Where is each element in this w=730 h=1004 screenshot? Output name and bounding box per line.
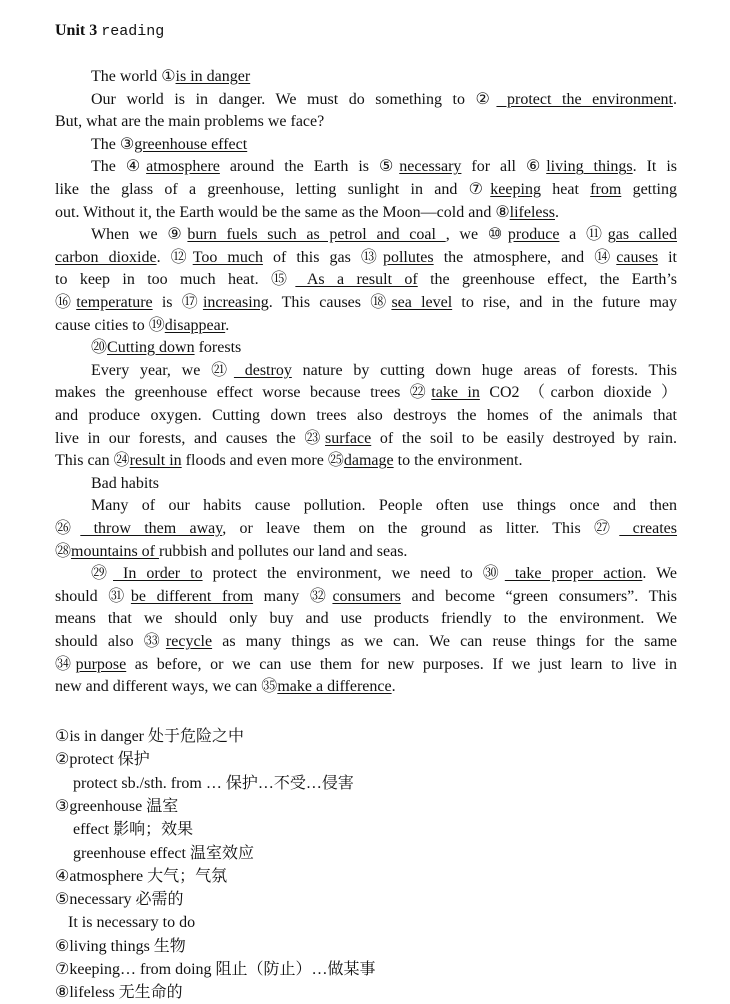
- passage-text: ㉕: [327, 452, 344, 470]
- passage-line: [55, 110, 677, 133]
- passage-text: Many of our habits cause pollution. People often use things once and then: [91, 497, 677, 515]
- key-phrase: be different from: [130, 587, 254, 605]
- passage-line: [55, 336, 677, 359]
- key-phrase: atmosphere: [146, 158, 220, 176]
- passage-text: . It is: [632, 158, 677, 176]
- passage-text: ⑯: [55, 294, 77, 311]
- passage-text: ㉗: [593, 520, 620, 537]
- passage-line: [55, 65, 677, 88]
- passage-text: the atmosphere, and: [433, 248, 595, 266]
- passage-line: [55, 585, 677, 608]
- key-phrase: consumers: [332, 587, 401, 605]
- passage-text: means that we should only buy and use products friendly to the environment. We: [55, 610, 677, 628]
- passage-text: , we: [445, 226, 488, 244]
- passage-line: [55, 427, 677, 450]
- key-phrase: burn fuels such as petrol and coal: [187, 226, 446, 244]
- passage-text: as many things as we can. We can reuse things for the same: [212, 633, 677, 650]
- passage-text: ㉟: [261, 678, 278, 696]
- passage-text: should: [55, 587, 109, 605]
- passage-text: and become “green consumers”. This: [400, 587, 677, 605]
- passage-text: ㉞: [55, 655, 76, 673]
- passage-text: ㉘: [55, 542, 72, 560]
- title-unit: Unit 3: [55, 22, 98, 39]
- passage-text: .: [391, 678, 396, 696]
- passage-text: ㉔: [113, 452, 130, 470]
- passage-text: ㉜: [309, 587, 333, 605]
- passage-text: ㉑: [211, 361, 234, 379]
- passage-text: around the Earth is: [219, 158, 379, 176]
- key-phrase: necessary: [399, 158, 462, 176]
- key-phrase: take in: [431, 384, 480, 402]
- passage-text: .: [156, 248, 171, 266]
- passage-text: live in our forests, and causes the: [55, 429, 305, 447]
- passage-text: ⑬: [360, 248, 383, 266]
- passage-text: ⑪: [586, 226, 608, 244]
- key-phrase: temperature: [76, 294, 153, 311]
- glossary-entry: protect sb./sth. from … 保护…不受…侵害: [73, 774, 354, 792]
- passage-text: ⑥: [525, 158, 547, 176]
- passage-text: makes the greenhouse effect worse because trees: [55, 384, 410, 402]
- key-phrase: make a difference: [277, 678, 392, 696]
- key-phrase: sea level: [391, 294, 453, 311]
- glossary-entry: ⑧lifeless 无生命的: [55, 984, 183, 1002]
- key-phrase: keeping: [490, 181, 541, 198]
- glossary-entry: greenhouse effect 温室效应: [73, 844, 254, 862]
- key-phrase: throw them away: [80, 520, 223, 537]
- passage-text: ⑮: [270, 271, 296, 289]
- passage-line: [55, 540, 677, 563]
- glossary-entry: It is necessary to do: [68, 914, 196, 932]
- passage-text: Our world is in danger. We must do something to: [91, 90, 476, 108]
- key-phrase: creates: [619, 520, 677, 537]
- page-title: [55, 22, 164, 40]
- passage-text: ⑲: [148, 316, 165, 334]
- passage-line: [55, 314, 677, 337]
- passage-text: ㉛: [108, 587, 131, 605]
- passage-line: [55, 155, 677, 178]
- passage-text: getting: [621, 181, 677, 198]
- key-phrase: lifeless: [509, 203, 555, 221]
- passage-text: to rise, and in the future may: [452, 294, 677, 311]
- key-phrase: increasing: [202, 294, 269, 311]
- passage-text: The: [91, 135, 120, 153]
- key-phrase: carbon dioxide: [55, 248, 157, 266]
- passage-line: [55, 88, 677, 111]
- passage-text: When we: [91, 226, 168, 244]
- passage-text: But, what are the main problems we face?: [55, 113, 325, 131]
- key-phrase: gas called: [607, 226, 677, 244]
- passage-text: to the environment.: [393, 452, 523, 470]
- passage-text: and produce oxygen. Cutting down trees also destroys the homes of the animals that: [55, 407, 677, 424]
- passage-line: [55, 268, 677, 291]
- passage-text: ②: [475, 90, 497, 108]
- passage-line: [55, 246, 677, 269]
- passage-text: ⑤: [378, 158, 400, 176]
- passage-text: of this gas: [262, 248, 361, 266]
- passage-text: ㉖: [55, 520, 81, 537]
- passage-text: ①: [161, 68, 176, 85]
- key-phrase: destroy: [233, 361, 292, 379]
- passage-line: [55, 223, 677, 246]
- passage-text: new and different ways, we can: [55, 678, 262, 696]
- passage-line: [55, 653, 677, 676]
- glossary-entry: ②protect 保护: [55, 751, 150, 769]
- passage-text: many: [253, 587, 310, 605]
- passage-text: ⑦: [468, 181, 491, 198]
- key-phrase: greenhouse effect: [134, 135, 248, 153]
- key-phrase: damage: [343, 452, 394, 470]
- passage-text: ㉝: [143, 633, 166, 650]
- passage-text: CO2 （carbon dioxide ）: [479, 384, 677, 402]
- passage-text: of the soil to be easily destroyed by rain.: [371, 429, 677, 447]
- passage-text: is: [152, 294, 182, 311]
- passage-text: ⑩: [487, 226, 508, 244]
- passage-text: , or leave them on the ground as litter. This: [222, 520, 594, 537]
- passage-text: ⑭: [594, 248, 617, 266]
- key-phrase: mountains of: [71, 542, 160, 560]
- passage-text: ㉒: [409, 384, 432, 402]
- passage-text: the greenhouse effect, the Earth’s: [417, 271, 677, 289]
- passage-text: . This causes: [268, 294, 371, 311]
- key-phrase: take proper action: [504, 565, 643, 583]
- passage-line: [55, 562, 677, 585]
- glossary-entry: ③greenhouse 温室: [55, 797, 179, 815]
- key-phrase: living things: [546, 158, 633, 176]
- title-reading: reading: [101, 23, 165, 40]
- passage-line: [55, 178, 677, 201]
- passage-text: forests: [194, 339, 242, 357]
- key-phrase: from: [590, 181, 622, 198]
- passage-text: like the glass of a greenhouse, letting sunlight in and: [55, 181, 469, 198]
- passage-line: [55, 201, 677, 224]
- passage-text: ④: [125, 158, 147, 176]
- glossary-entry: ⑦keeping… from doing 阻止（防止）…做某事: [55, 961, 376, 978]
- key-phrase: purpose: [75, 655, 127, 673]
- passage-text: Every year, we: [91, 361, 212, 379]
- passage-text: nature by cutting down huge areas of forests. This: [291, 361, 677, 379]
- key-phrase: causes: [616, 248, 659, 266]
- passage-text: ⑫: [170, 248, 193, 266]
- passage-line: [55, 449, 677, 472]
- passage-text: ㉙: [91, 565, 114, 583]
- passage-text: This can: [55, 452, 114, 470]
- glossary-entry: effect 影响；效果: [73, 821, 194, 839]
- passage-text: ③: [119, 135, 135, 153]
- key-phrase: recycle: [165, 633, 213, 650]
- passage-text: it: [658, 248, 677, 266]
- passage-text: . We: [642, 565, 677, 583]
- passage-text: ⑳: [91, 339, 108, 357]
- passage-text: for all: [461, 158, 526, 176]
- passage-text: .: [225, 316, 230, 334]
- passage-line: [55, 133, 677, 156]
- passage-text: protect the environment, we need to: [202, 565, 483, 583]
- passage-text: ㉓: [304, 429, 326, 447]
- passage-text: ⑰: [181, 294, 203, 311]
- passage-line: [55, 517, 677, 540]
- passage-text: ㉚: [482, 565, 505, 583]
- passage-line: [55, 630, 677, 653]
- key-phrase: result in: [129, 452, 182, 470]
- key-phrase: protect the environment: [496, 90, 673, 108]
- passage-text: as before, or we can use them for new purposes. If we just learn to live in: [126, 655, 677, 673]
- key-phrase: In order to: [113, 565, 203, 583]
- passage-text: a: [559, 226, 587, 244]
- glossary-entry: ⑥living things 生物: [55, 937, 186, 955]
- glossary-entry: ⑤necessary 必需的: [55, 891, 184, 909]
- passage-line: [55, 404, 677, 427]
- key-phrase: disappear: [164, 316, 226, 334]
- key-phrase: As a result of: [295, 271, 418, 289]
- passage-line: [55, 607, 677, 630]
- key-phrase: is in danger: [175, 68, 251, 85]
- passage-text: out. Without it, the Earth would be the same as the Moon—cold and: [55, 203, 496, 221]
- passage-text: The: [91, 158, 126, 176]
- passage-line: [55, 359, 677, 382]
- key-phrase: surface: [325, 429, 372, 447]
- passage-text: The world: [91, 68, 162, 85]
- passage-line: [55, 291, 677, 314]
- passage-text: should also: [55, 633, 144, 650]
- passage-text: heat: [540, 181, 591, 198]
- passage-text: ⑱: [370, 294, 392, 311]
- passage-line: [55, 472, 677, 495]
- passage-text: Bad habits: [91, 474, 159, 492]
- passage-text: ⑧: [495, 203, 510, 221]
- glossary-entry: ①is in danger 处于危险之中: [55, 728, 244, 745]
- passage-text: cause cities to: [55, 316, 149, 334]
- passage-line: [55, 494, 677, 517]
- passage-line: [55, 381, 677, 404]
- glossary-entry: ④atmosphere 大气；气氛: [55, 867, 228, 885]
- key-phrase: Cutting down: [107, 339, 195, 357]
- passage-text: .: [673, 90, 677, 108]
- key-phrase: Too much: [192, 248, 263, 266]
- key-phrase: produce: [507, 226, 560, 244]
- passage-text: ⑨: [167, 226, 188, 244]
- passage-text: to keep in too much heat.: [55, 271, 271, 289]
- passage-text: rubbish and pollutes our land and seas.: [159, 542, 408, 560]
- passage-text: .: [554, 203, 559, 221]
- key-phrase: pollutes: [382, 248, 434, 266]
- passage-text: floods and even more: [181, 452, 328, 470]
- passage-line: [55, 675, 677, 698]
